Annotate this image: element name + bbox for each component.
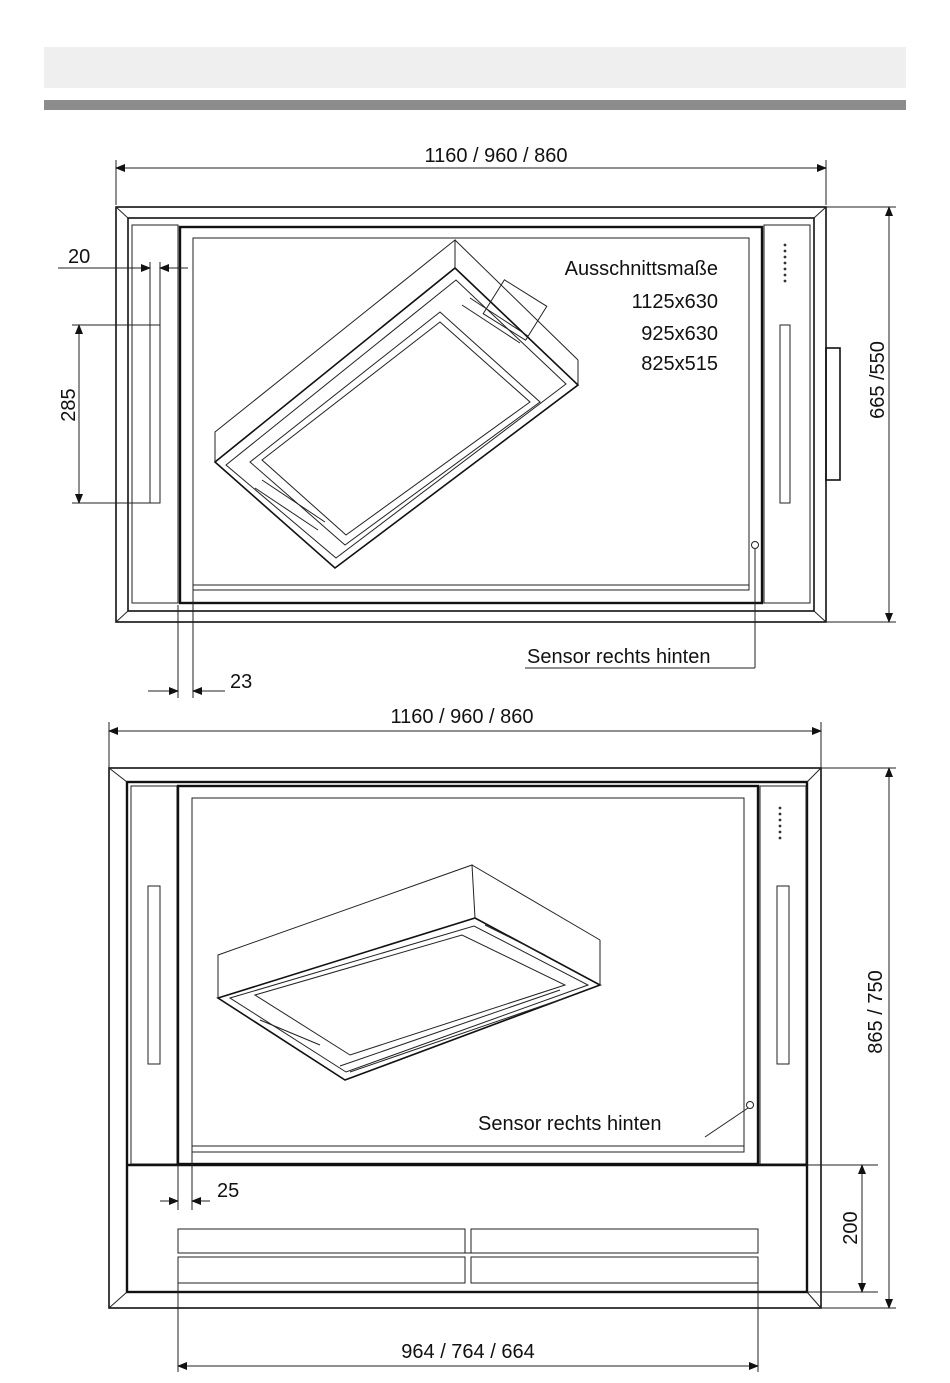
hood-isometric-top bbox=[215, 240, 578, 568]
slot-dim: 285 bbox=[58, 388, 80, 422]
bottom-height-dim: 865 / 750 bbox=[865, 970, 887, 1054]
cutout-title: Ausschnittsmaße bbox=[564, 258, 718, 280]
control-dots-icon-bottom bbox=[779, 807, 782, 840]
sensor-icon-bottom bbox=[747, 1102, 754, 1109]
cutout-2: 925x630 bbox=[641, 323, 718, 345]
cutout-3: 825x515 bbox=[641, 353, 718, 375]
lower-height-dim: 200 bbox=[840, 1211, 862, 1245]
top-height-dim: 665 /550 bbox=[867, 341, 889, 419]
base-width-dim: 964 / 764 / 664 bbox=[401, 1341, 535, 1363]
bottom-width-dim: 1160 / 960 / 860 bbox=[390, 706, 534, 728]
hood-isometric-bottom bbox=[218, 865, 600, 1080]
gap-dim: 20 bbox=[68, 246, 91, 268]
top-sensor-label: Sensor rechts hinten bbox=[527, 646, 711, 668]
edge-dim: 23 bbox=[230, 671, 253, 693]
bottom-edge-dim: 25 bbox=[217, 1180, 240, 1202]
cutout-1: 1125x630 bbox=[631, 291, 718, 313]
control-dots-icon bbox=[784, 244, 787, 283]
top-drawing bbox=[58, 145, 896, 698]
bottom-sensor-label: Sensor rechts hinten bbox=[478, 1113, 662, 1135]
bottom-drawing bbox=[109, 706, 896, 1372]
top-width-dim: 1160 / 960 / 860 bbox=[424, 145, 568, 167]
sensor-icon bbox=[752, 542, 759, 549]
